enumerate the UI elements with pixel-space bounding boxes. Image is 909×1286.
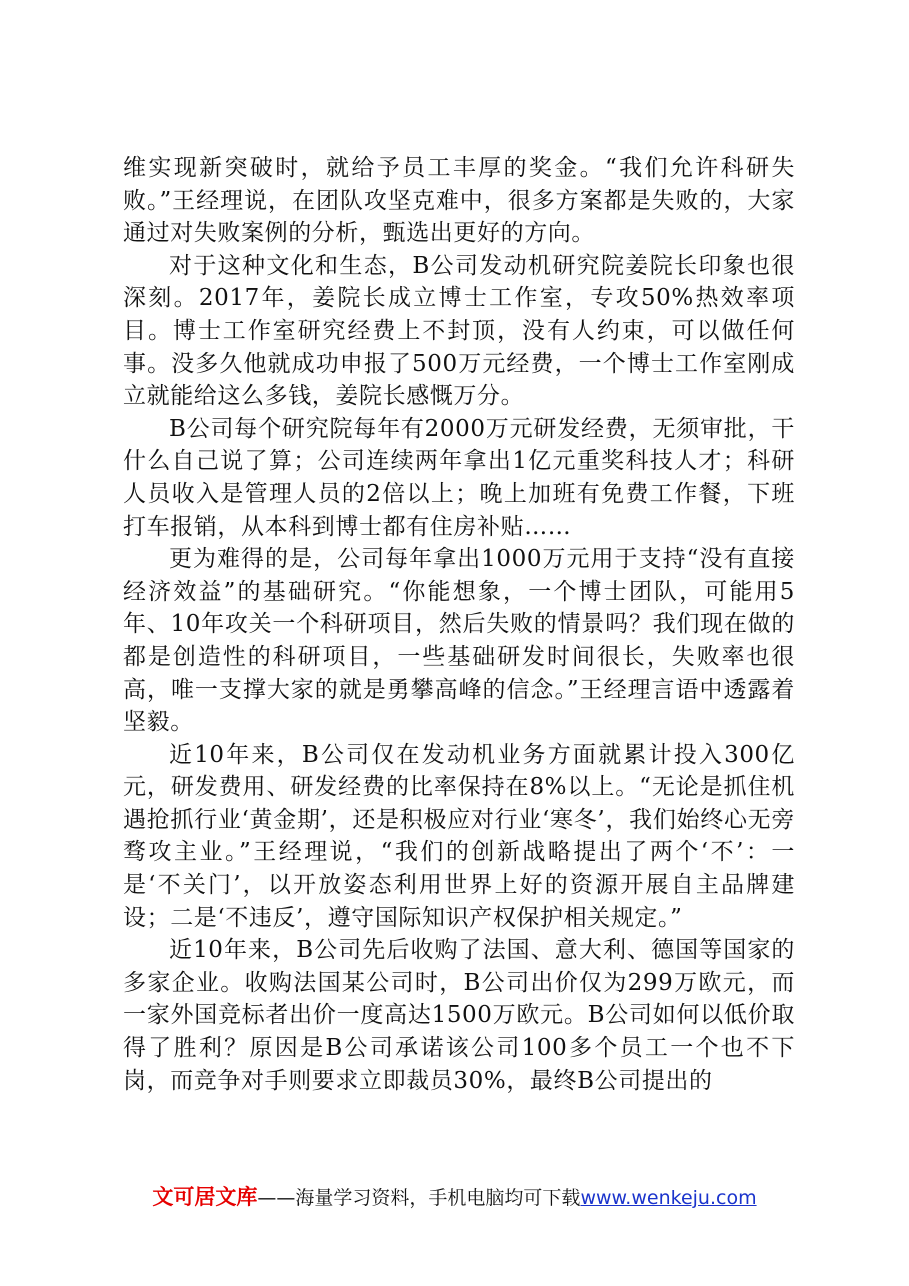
paragraph: B公司每个研究院每年有2000万元研发经费，无须审批，干什么自己说了算；公司连续两年拿出1亿元重奖科技人才；科研人员收入是管理人员的2倍以上；晚上加班有免费工作餐，下班打车报销，从本科到博士都有住房补贴…… <box>123 415 795 540</box>
document-body <box>123 152 795 1097</box>
paragraph: 更为难得的是，公司每年拿出1000万元用于支持“没有直接经济效益”的基础研究。“你能想象，一个博士团队，可能用5年、10年攻关一个科研项目，然后失败的情景吗？我们现在做的都是创造性的科研项目，一些基础研发时间很长，失败率也很高，唯一支撑大家的就是勇攀高峰的信念。”王经理言语中透露着坚毅。 <box>123 546 795 736</box>
paragraph: 近10年来，B公司仅在发动机业务方面就累计投入300亿元，研发费用、研发经费的比率保持在8%以上。“无论是抓住机遇抢抓行业‘黄金期’，还是积极应对行业‘寒冬’，我们始终心无旁骛攻主业。”王经理说，“我们的创新战略提出了两个‘不’：一是‘不关门’，以开放姿态利用世界上好的资源开展自主品牌建设；二是‘不违反’，遵守国际知识产权保护相关规定。” <box>123 741 795 931</box>
footer-brand: 文可居文库 <box>152 1185 258 1209</box>
footer-slogan: ——海量学习资料，手机电脑均可下载 <box>257 1187 581 1209</box>
paragraph: 对于这种文化和生态，B公司发动机研究院姜院长印象也很深刻。2017年，姜院长成立博士工作室，专攻50%热效率项目。博士工作室研究经费上不封顶，没有人约束，可以做任何事。没多久他就成功申报了500万元经费，一个博士工作室刚成立就能给这么多钱，姜院长感慨万分。 <box>123 252 795 410</box>
footer-banner <box>0 1184 909 1211</box>
paragraph: 维实现新突破时，就给予员工丰厚的奖金。“我们允许科研失败。”王经理说，在团队攻坚克难中，很多方案都是失败的，大家通过对失败案例的分析，甄选出更好的方向。 <box>123 155 795 247</box>
paragraph: 近10年来，B公司先后收购了法国、意大利、德国等国家的多家企业。收购法国某公司时，B公司出价仅为299万欧元，而一家外国竞标者出价一度高达1500万欧元。B公司如何以低价取得了胜利？原因是B公司承诺该公司100多个员工一个也不下岗，而竞争对手则要求立即裁员30%，最终B公司提出的 <box>123 937 795 1094</box>
footer-link[interactable]: www.wenkeju.com <box>580 1187 757 1209</box>
